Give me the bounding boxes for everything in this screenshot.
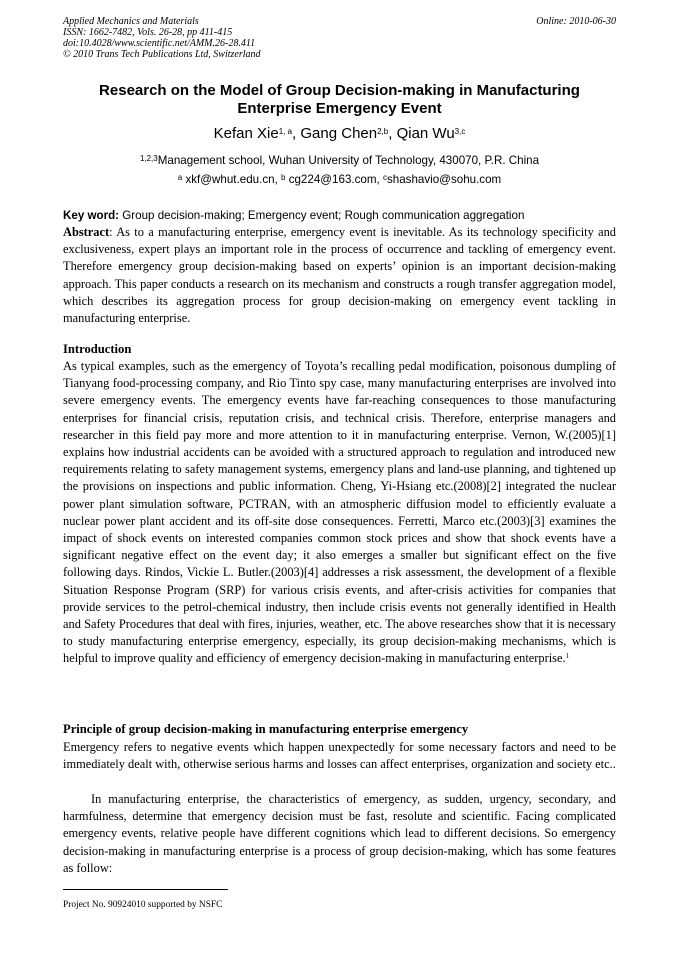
keywords xyxy=(63,209,616,223)
email-text: xkf@whut.edu.cn, xyxy=(182,173,282,186)
author-sep: , xyxy=(292,125,301,142)
email-sup: c xyxy=(382,173,387,182)
abstract xyxy=(63,224,616,327)
introduction-paragraph xyxy=(63,358,616,668)
keywords-label: Key word: xyxy=(63,209,120,222)
email-text: cg224@163.com, xyxy=(285,173,383,186)
footnote-mark: 1 xyxy=(565,652,570,661)
paper-title xyxy=(63,82,616,118)
author-name: Gang Chen xyxy=(300,125,378,142)
affiliation-sup: 1,2,3 xyxy=(139,154,158,163)
abstract-text: : As to a manufacturing enterprise, emergency event is inevitable. As its technology specificity and exclusiveness, expert plays an important role in the process of occurrence and tackling of emergency event. Therefore emergency group decision-making based on experts’ opinion is an important decision-making approach. This paper conducts a research on its mechanism and constructs a rough transfer aggregation model, which describes its aggregation process for group decision-making on emergency event tackling in manufacturing enterprise. xyxy=(63,225,616,326)
author-sup: 1, a xyxy=(278,127,293,136)
affiliation-text: Management school, Wuhan University of Technology, 430070, P.R. China xyxy=(157,154,540,167)
principle-paragraph-1: Emergency refers to negative events which happen unexpectedly for some necessary factors and need to be immediately dealt with, otherwise serious harms and losses can affect enterprises, organization and society etc.. xyxy=(63,740,616,772)
affiliation xyxy=(63,154,616,168)
title-line-1: Research on the Model of Group Decision-making in Manufacturing xyxy=(99,82,580,99)
issn-line: ISSN: 1662-7482, Vols. 26-28, pp 411-415 xyxy=(63,27,233,38)
footnote-divider xyxy=(63,889,228,890)
author-sup: 2,b xyxy=(377,127,389,136)
email-sup: b xyxy=(281,173,286,182)
author-name: Qian Wu xyxy=(396,125,455,142)
email-sup: a xyxy=(177,173,183,182)
doi-line: doi:10.4028/www.scientific.net/AMM.26-28.411 xyxy=(63,38,256,49)
author-list xyxy=(63,125,616,143)
keywords-text: Group decision-making; Emergency event; Rough communication aggregation xyxy=(119,209,525,222)
author-sep: , xyxy=(388,125,397,142)
email-text: shashavio@sohu.com xyxy=(386,173,502,186)
copyright-line: © 2010 Trans Tech Publications Ltd, Switzerland xyxy=(63,49,261,60)
title-line-2: Enterprise Emergency Event xyxy=(237,100,442,117)
online-date: Online: 2010-06-30 xyxy=(536,16,616,27)
footnote: Project No. 90924010 supported by NSFC xyxy=(63,900,223,910)
journal-name: Applied Mechanics and Materials xyxy=(63,16,199,27)
principle-heading: Principle of group decision-making in manufacturing enterprise emergency xyxy=(63,722,469,736)
author-sup: 3,c xyxy=(454,127,466,136)
introduction-text: As typical examples, such as the emergency of Toyota’s recalling pedal modification, poisonous dumpling of Tianyang food-processing company, and Rio Tinto spy case, many manufacturing enterprises are involved into severe emergency events. The emergency events have far-reaching consequences to those manufacturing enterprises for financial crisis, reputation crisis, and technical crisis. Therefore, enterprise managers and researcher in this field pay more and more attention to it in manufacturing enterprise. Vernon, W.(2005)[1] explains how industrial accidents can be avoided with a structured approach to regulation and introduced new requirements relating to safety management systems, emergency plans and land-use planning, and tightened up the provisions on inspections and public information. Cheng, Yi-Hsiang etc.(2008)[2] integrated the nuclear power plant simulation software, PCTRAN, with an atmospheric diffusion model to efficiently evaluate a nuclear power plant accident and its off-site dose consequences. Ferretti, Marco etc.(2003)[3] examines the impact of shock events on interested companies common stock prices and show that shock events have a significant negative effect on the event day; it also emerges a smaller but significant effect on the five following days. Rindos, Vickie L. Butler.(2003)[4] addresses a risk assessment, the development of a flexible Situation Response Program (SRP) for various crisis events, and after-crisis activities for companies that provide services to the petrol-chemical industry, then include crisis events not generally identified in Health and Safety Procedures that deal with fires, injuries, weather, etc. The above researches show that it is necessary to study manufacturing enterprise emergency, especially, its group decision-making mechanisms, which is helpful to improve quality and efficiency of emergency decision-making in manufacturing enterprise. xyxy=(63,359,616,666)
journal-header xyxy=(63,16,616,60)
author-emails xyxy=(63,173,616,187)
author-name: Kefan Xie xyxy=(213,125,279,142)
principle-paragraph-2: In manufacturing enterprise, the characteristics of emergency, as sudden, urgency, secondary, and harmfulness, determine that emergency decision must be fast, resolute and scientific. Facing complicated emergency events, relative people have different cognitions which lead to different decisions. So emergency decision-making in manufacturing enterprise is a process of group decision-making, which has some features as follow: xyxy=(63,792,616,875)
abstract-label: Abstract xyxy=(63,225,110,239)
introduction-heading: Introduction xyxy=(63,342,132,356)
